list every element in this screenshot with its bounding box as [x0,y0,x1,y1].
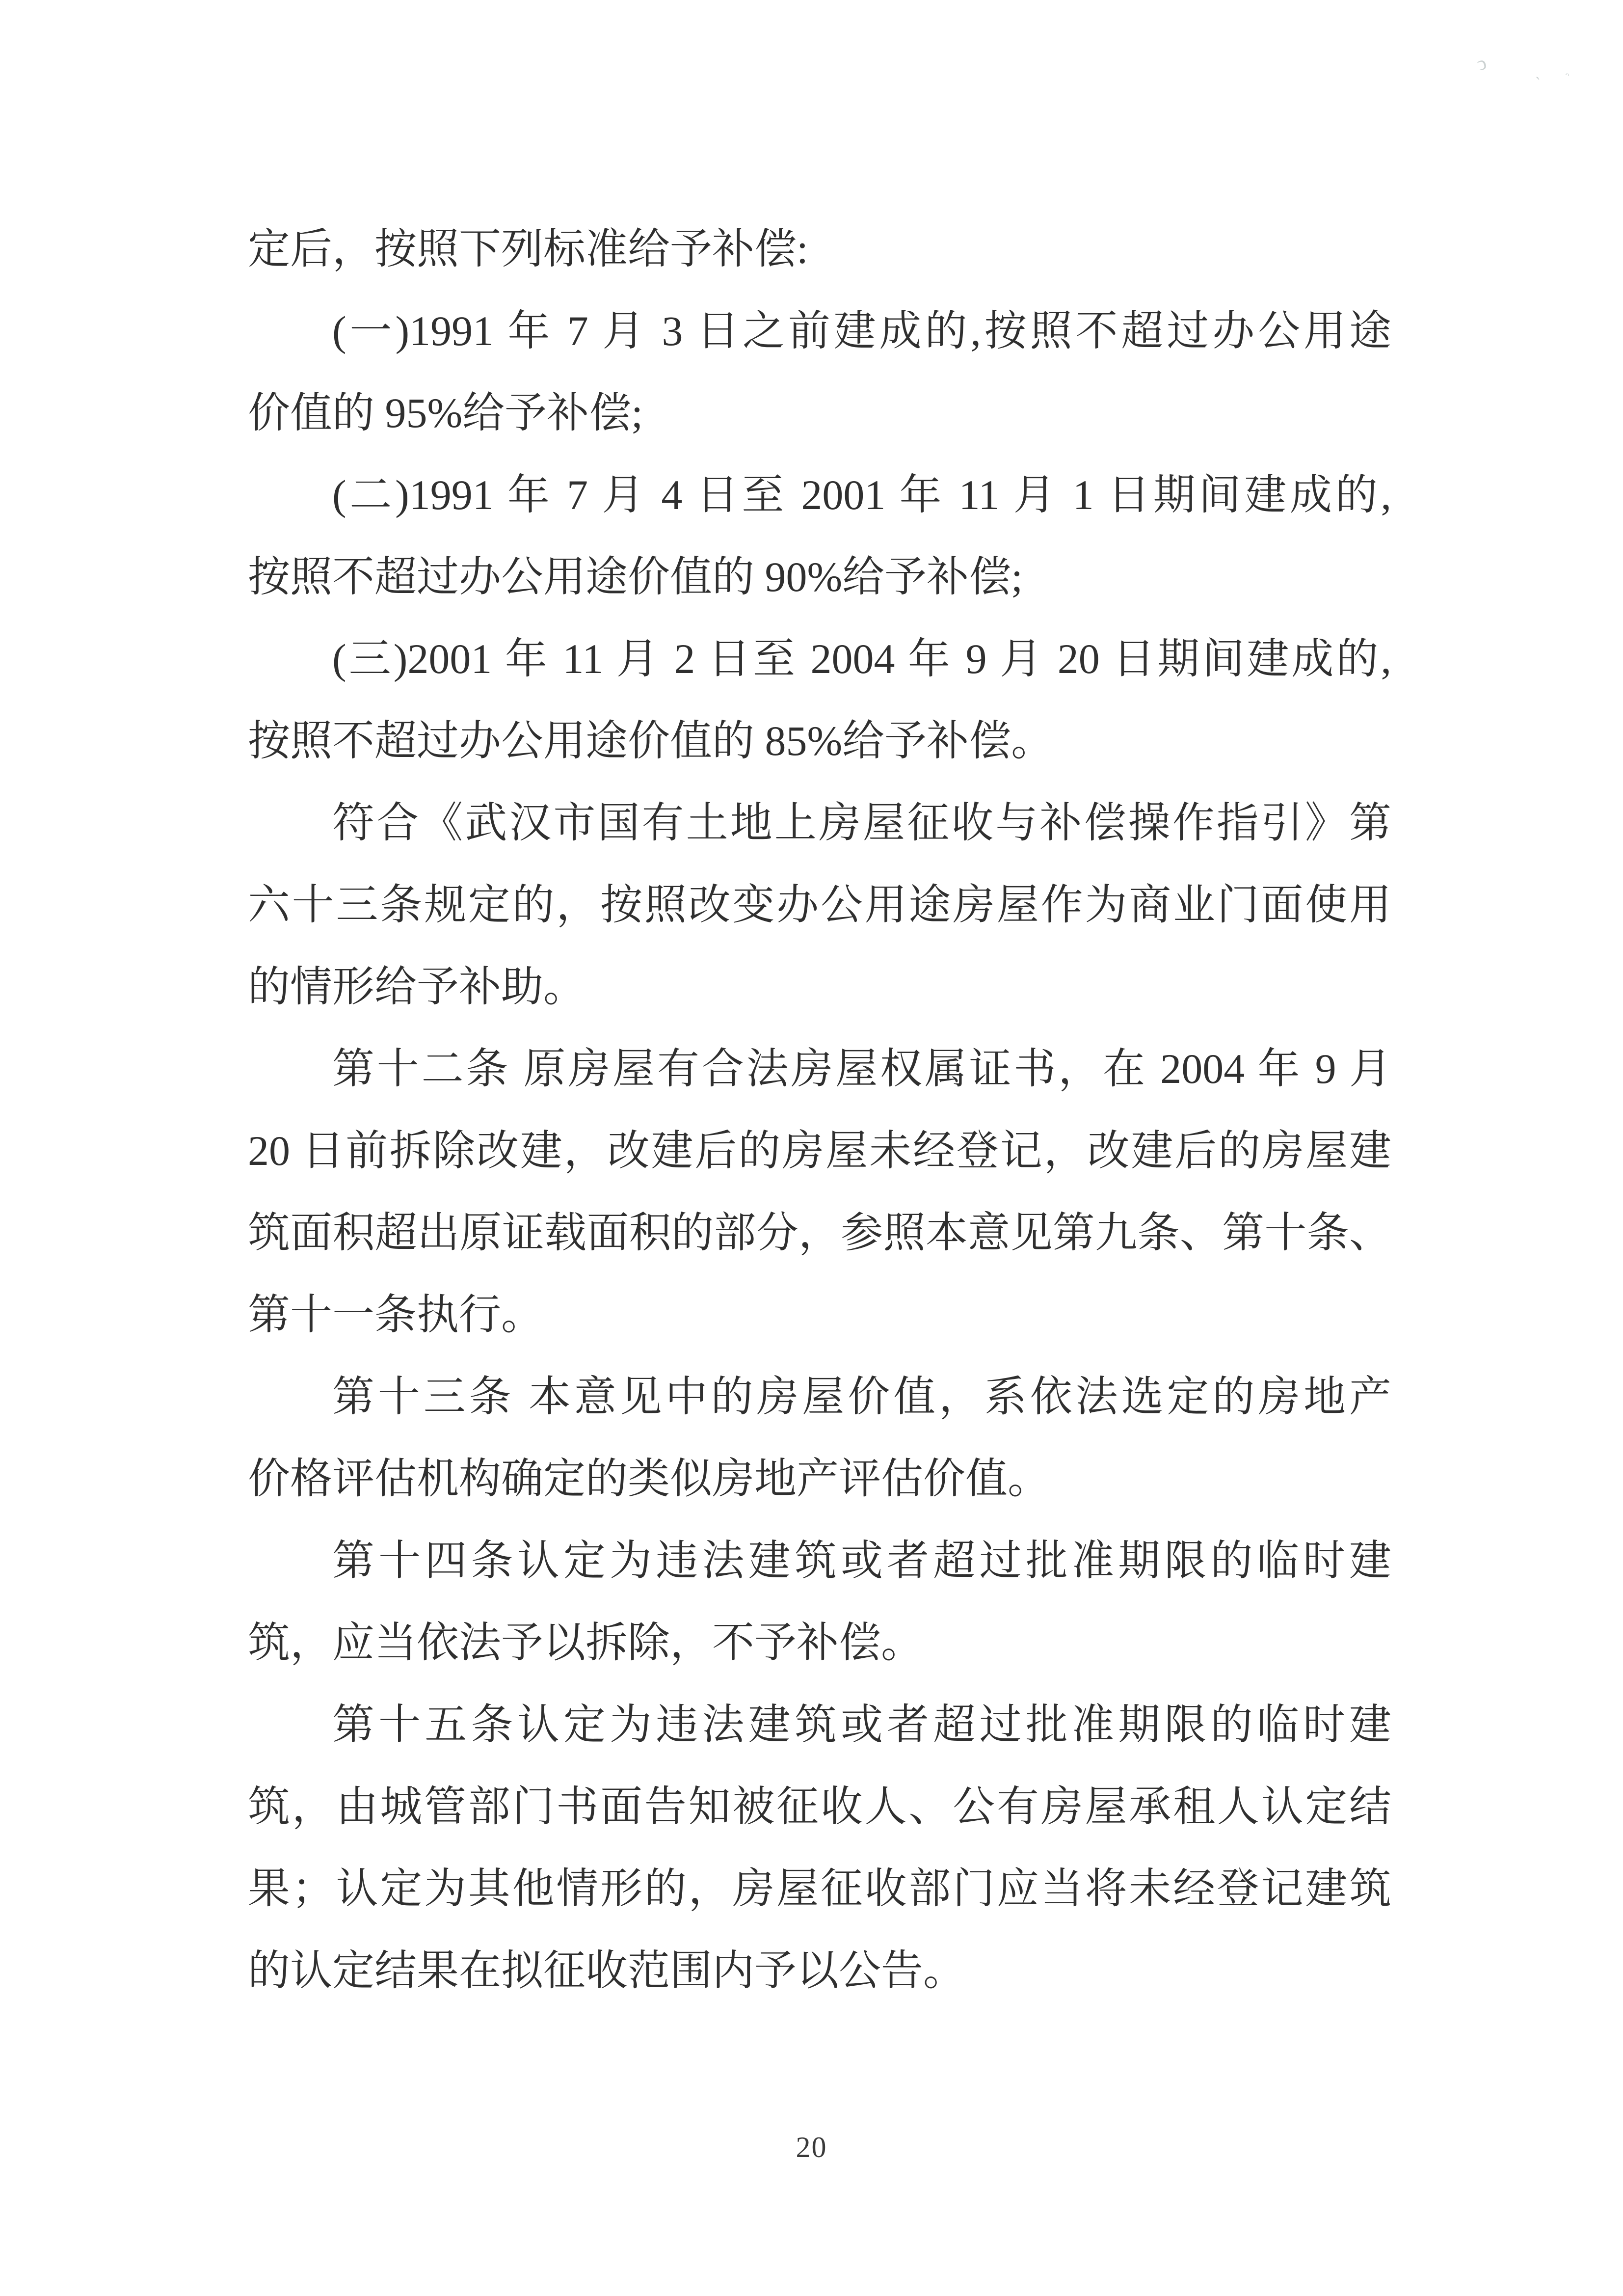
text-line-10: 的情形给予补助。 [248,963,585,1010]
text-line-4: (二)1991 年 7 月 4 日至 2001 年 11 月 1 日期间建成的, [332,471,1391,518]
text-line-6: (三)2001 年 11 月 2 日至 2004 年 9 月 20 日期间建成的, [332,635,1391,682]
text-line-13: 筑面积超出原证载面积的部分，参照本意见第九条、第十条、 [248,1209,1391,1256]
page-number: 20 [796,2131,827,2163]
text-line-19: 第十五条认定为违法建筑或者超过批准期限的临时建 [332,1701,1391,1748]
text-line-7: 按照不超过办公用途价值的 85%给予补偿。 [248,717,1054,764]
text-line-2: (一)1991 年 7 月 3 日之前建成的,按照不超过办公用途 [332,307,1391,354]
text-line-8: 符合《武汉市国有土地上房屋征收与补偿操作指引》第 [332,799,1391,846]
text-line-14: 第十一条执行。 [248,1291,543,1338]
text-line-1: 定后，按照下列标准给予补偿: [248,225,808,272]
scan-artifact-mark-3: ᵔ [1562,69,1571,85]
text-line-20: 筑，由城管部门书面告知被征收人、公有房屋承租人认定结 [248,1783,1391,1830]
text-line-21: 果；认定为其他情形的，房屋征收部门应当将未经登记建筑 [248,1865,1391,1912]
document-text [248,208,1391,2012]
text-line-22: 的认定结果在拟征收范围内予以公告。 [248,1947,965,1994]
text-line-3: 价值的 95%给予补偿; [248,389,643,436]
text-line-15: 第十三条 本意见中的房屋价值，系依法选定的房地产 [332,1373,1391,1420]
text-line-11: 第十二条 原房屋有合法房屋权属证书，在 2004 年 9 月 [332,1045,1391,1092]
text-line-17: 第十四条认定为违法建筑或者超过批准期限的临时建 [332,1537,1391,1584]
text-line-16: 价格评估机构确定的类似房地产评估价值。 [248,1455,1050,1502]
text-line-18: 筑，应当依法予以拆除，不予补偿。 [248,1619,923,1666]
scan-artifact-mark-2: ˏ [1535,61,1543,81]
text-line-12: 20 日前拆除改建，改建后的房屋未经登记，改建后的房屋建 [248,1127,1391,1174]
text-line-9: 六十三条规定的，按照改变办公用途房屋作为商业门面使用 [248,881,1391,928]
text-line-5: 按照不超过办公用途价值的 90%给予补偿; [248,553,1023,600]
scan-artifact-mark-1: ↄ [1474,51,1490,75]
